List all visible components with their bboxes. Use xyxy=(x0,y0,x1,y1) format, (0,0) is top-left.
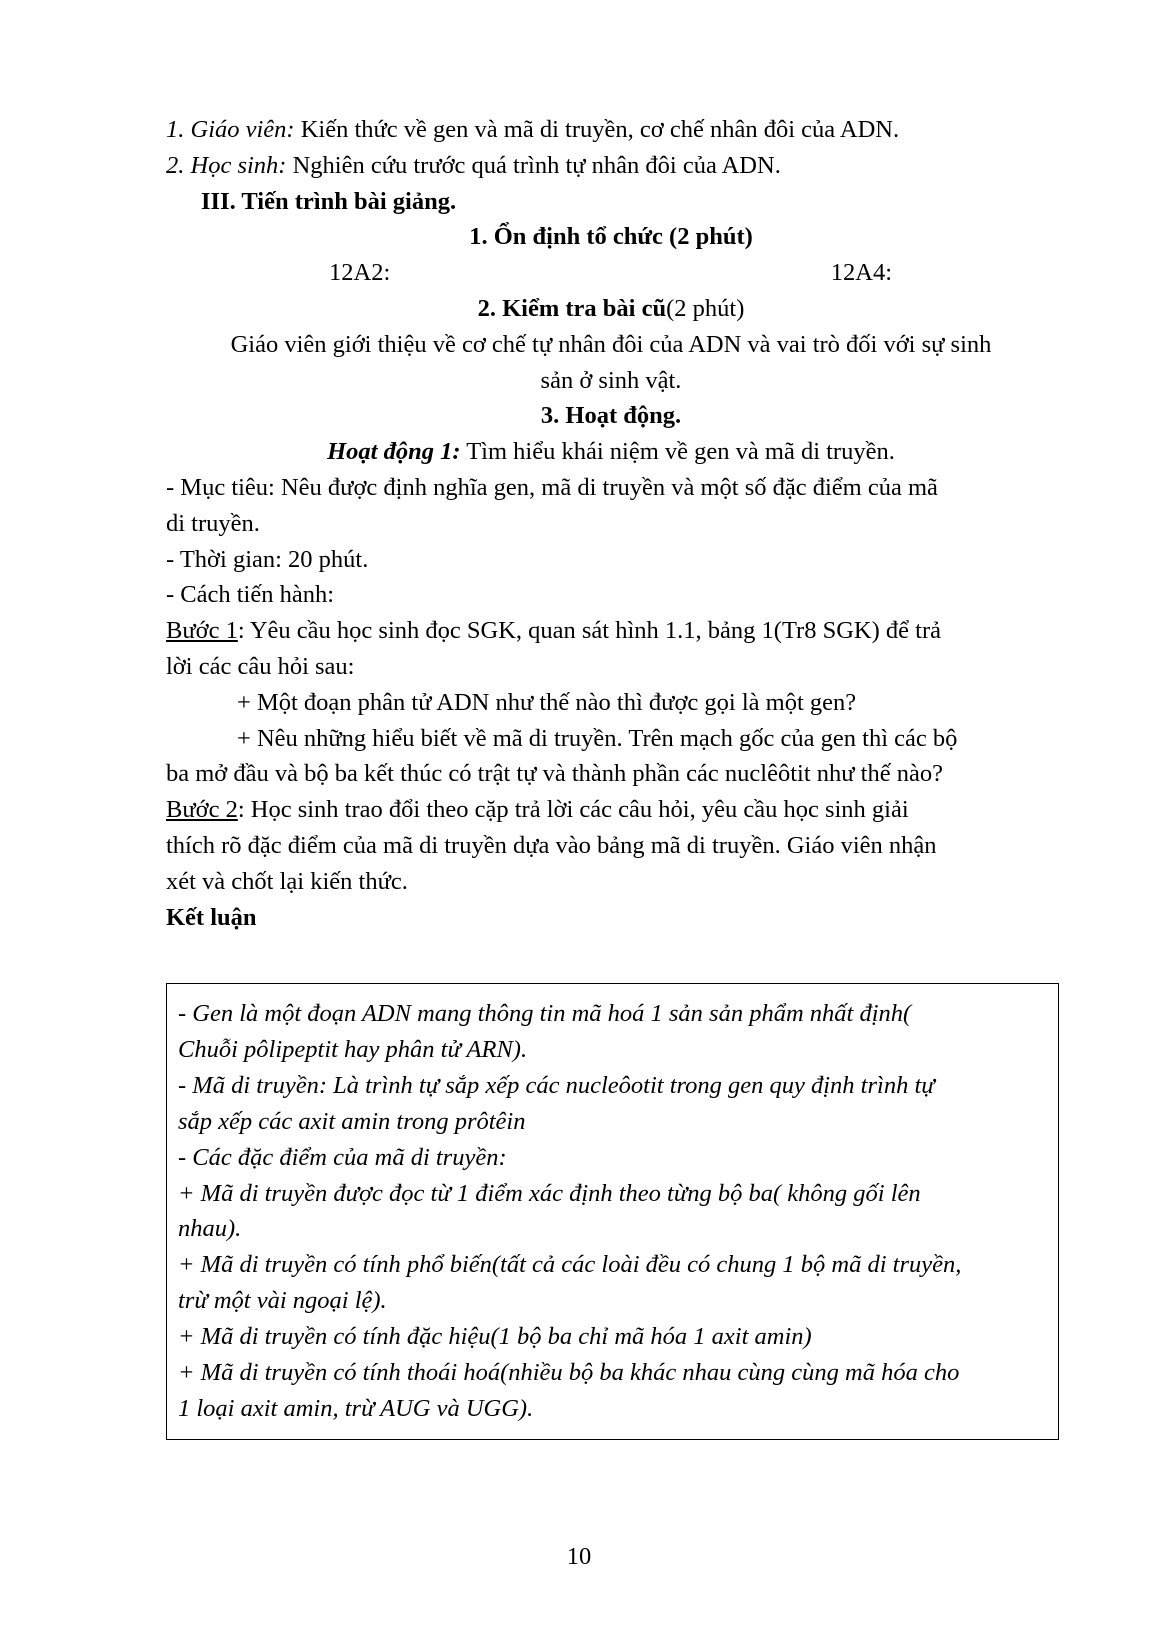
conclusion-line: - Các đặc điểm của mã di truyền: xyxy=(178,1143,507,1171)
question-2-line-2: ba mở đầu và bộ ba kết thúc có trật tự và thành phần các nuclêôtit như thế nào? xyxy=(166,760,943,788)
step-b2-line-3: xét và chốt lại kiến thức. xyxy=(166,867,408,895)
conclusion-line: 1 loại axit amin, trừ AUG và UGG). xyxy=(178,1394,534,1422)
step-b1-label: Bước 1 xyxy=(166,617,238,645)
student-text: Nghiên cứu trước quá trình tự nhân đôi của ADN. xyxy=(286,151,781,179)
step-2-text-1: Giáo viên giới thiệu về cơ chế tự nhân đôi của ADN và vai trò đối với sự sinh xyxy=(230,330,992,358)
goal-line-2: di truyền. xyxy=(166,509,260,537)
teacher-label: 1. Giáo viên: xyxy=(166,116,295,143)
conclusion-line: Chuỗi pôlipeptit hay phân tử ARN). xyxy=(178,1035,528,1063)
step-1-heading: 1. Ổn định tổ chức (2 phút) xyxy=(469,223,753,251)
method-line: - Cách tiến hành: xyxy=(166,581,335,609)
conclusion-line: + Mã di truyền có tính đặc hiệu(1 bộ ba chỉ mã hóa 1 axit amin) xyxy=(178,1323,812,1351)
conclusion-line: nhau). xyxy=(178,1215,242,1243)
conclusion-line: + Mã di truyền có tính thoái hoá(nhiều bộ ba khác nhau cùng cùng mã hóa cho xyxy=(178,1359,960,1387)
conclusion-line: + Mã di truyền có tính phổ biến(tất cả các loài đều có chung 1 bộ mã di truyền, xyxy=(178,1251,962,1279)
activity-1-text: Tìm hiểu khái niệm về gen và mã di truyền. xyxy=(460,438,895,466)
activity-1-heading xyxy=(166,434,1056,470)
student-label: 2. Học sinh: xyxy=(166,151,287,179)
conclusion-line: trừ một vài ngoại lệ). xyxy=(178,1287,387,1315)
activity-1-label: Hoạt động 1: xyxy=(327,438,461,466)
conclusion-line: - Mã di truyền: Là trình tự sắp xếp các nucleôotit trong gen quy định trình tự xyxy=(178,1071,935,1099)
step-3-heading: 3. Hoạt động. xyxy=(540,402,682,430)
student-prep-line xyxy=(166,148,1056,184)
teacher-text: Kiến thức về gen và mã di truyền, cơ chế nhân đôi của ADN. xyxy=(294,116,900,143)
time-line: - Thời gian: 20 phút. xyxy=(166,545,369,573)
class-row xyxy=(166,255,1056,291)
class-12a4: 12A4: xyxy=(830,259,892,287)
step-b2-line-2: thích rõ đặc điểm của mã di truyền dựa vào bảng mã di truyền. Giáo viên nhận xyxy=(166,831,937,859)
step-b1-line-2: lời các câu hỏi sau: xyxy=(166,652,355,680)
step-2-heading xyxy=(166,291,1056,327)
step-b2-line-1 xyxy=(166,792,1056,828)
conclusion-line: + Mã di truyền được đọc từ 1 điểm xác định theo từng bộ ba( không gối lên xyxy=(178,1179,921,1207)
question-1: + Một đoạn phân tử ADN như thế nào thì được gọi là một gen? xyxy=(237,688,857,716)
teacher-prep-line xyxy=(166,112,1056,148)
step-b1-line-1 xyxy=(166,613,1056,649)
step-b1-text: : Yêu cầu học sinh đọc SGK, quan sát hình 1.1, bảng 1(Tr8 SGK) để trả xyxy=(237,617,941,645)
step-2-title: 2. Kiểm tra bài cũ xyxy=(477,294,667,322)
conclusion-line: - Gen là một đoạn ADN mang thông tin mã hoá 1 sản sản phẩm nhất định( xyxy=(178,1000,912,1027)
step-b2-label: Bước 2 xyxy=(166,796,238,824)
conclusion-line: sắp xếp các axit amin trong prôtêin xyxy=(178,1107,526,1135)
question-2-line-1: + Nêu những hiểu biết về mã di truyền. Trên mạch gốc của gen thì các bộ xyxy=(237,724,958,752)
lesson-content xyxy=(166,112,1056,935)
step-b2-text: : Học sinh trao đổi theo cặp trả lời các câu hỏi, yêu cầu học sinh giải xyxy=(237,796,909,824)
conclusion-box xyxy=(166,983,1059,1440)
section-3-heading: III. Tiến trình bài giảng. xyxy=(201,187,457,215)
class-12a2: 12A2: xyxy=(329,259,391,287)
page-number: 10 xyxy=(566,1543,592,1570)
step-2-duration: (2 phút) xyxy=(666,294,745,322)
conclusion-heading: Kết luận xyxy=(166,903,257,931)
step-2-text-2: sản ở sinh vật. xyxy=(540,366,682,394)
goal-line-1: - Mục tiêu: Nêu được định nghĩa gen, mã di truyền và một số đặc điểm của mã xyxy=(166,473,938,501)
